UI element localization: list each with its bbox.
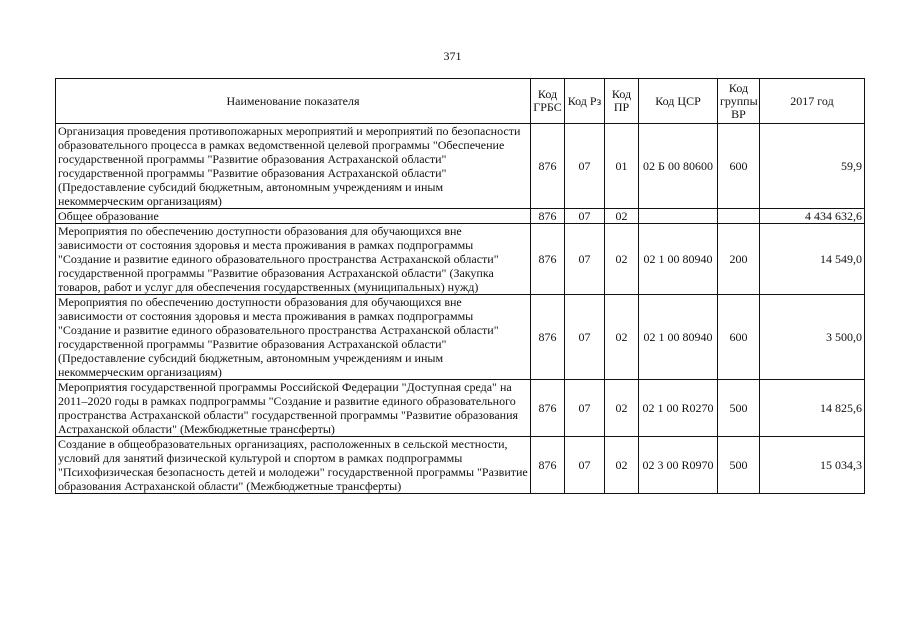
page-number: 371 [443, 49, 462, 63]
row-sum: 14 825,6 [760, 380, 865, 437]
header-year: 2017 год [760, 79, 865, 124]
row-csr: 02 Б 00 80600 [639, 124, 718, 209]
row-rz: 07 [565, 295, 605, 380]
header-csr: Код ЦСР [639, 79, 718, 124]
row-sum: 14 549,0 [760, 224, 865, 295]
header-vr: Код группы ВР [718, 79, 760, 124]
row-rz: 07 [565, 209, 605, 224]
table-row [56, 124, 865, 209]
row-vr: 500 [718, 380, 760, 437]
row-name: Мероприятия государственной программы Российской Федерации "Доступная среда" на 2011–2020 годы в рамках подпрограммы "Создание и развитие единого образовательного пространства Астраханской области" государственной программы "Развитие образования Астраханской области" (Межбюджетные трансферты) [56, 380, 531, 437]
row-csr: 02 1 00 R0270 [639, 380, 718, 437]
row-pr: 01 [605, 124, 639, 209]
header-pr: Код ПР [605, 79, 639, 124]
row-vr: 600 [718, 124, 760, 209]
row-pr: 02 [605, 224, 639, 295]
row-csr [639, 209, 718, 224]
row-grbs: 876 [531, 380, 565, 437]
row-name: Организация проведения противопожарных мероприятий и мероприятий по безопасности образовательного процесса в рамках ведомственной целевой программы "Обеспечение государственной программы "Развитие образования Астраханской области" государственной программы "Развитие образования Астраханской области" (Предоставление субсидий бюджетным, автономным учреждениям и иным некоммерческим организациям) [56, 124, 531, 209]
row-csr: 02 1 00 80940 [639, 224, 718, 295]
header-rz: Код Рз [565, 79, 605, 124]
row-vr: 600 [718, 295, 760, 380]
table-row [56, 380, 865, 437]
header-name: Наименование показателя [56, 79, 531, 124]
row-pr: 02 [605, 295, 639, 380]
row-name: Создание в общеобразовательных организациях, расположенных в сельской местности, условий для занятий физической культурой и спортом в рамках подпрограммы "Психофизическая безопасность детей и молодежи" государственной программы "Развитие образования Астраханской области" (Межбюджетные трансферты) [56, 437, 531, 494]
row-name: Мероприятия по обеспечению доступности образования для обучающихся вне зависимости от состояния здоровья и места проживания в рамках подпрограммы "Создание и развитие единого образовательного пространства Астраханской области" государственной программы "Развитие образования Астраханской области" (Предоставление субсидий бюджетным, автономным учреждениям и иным некоммерческим организациям) [56, 295, 531, 380]
row-sum: 15 034,3 [760, 437, 865, 494]
budget-table [55, 78, 865, 494]
row-name: Мероприятия по обеспечению доступности образования для обучающихся вне зависимости от состояния здоровья и места проживания в рамках подпрограммы "Создание и развитие единого образовательного пространства Астраханской области" государственной программы "Развитие образования Астраханской области" (Закупка товаров, работ и услуг для обеспечения государственных (муниципальных) нужд) [56, 224, 531, 295]
table-row [56, 209, 865, 224]
header-row [56, 79, 865, 124]
table-row [56, 224, 865, 295]
row-vr [718, 209, 760, 224]
table-row [56, 437, 865, 494]
row-pr: 02 [605, 437, 639, 494]
row-grbs: 876 [531, 124, 565, 209]
row-rz: 07 [565, 380, 605, 437]
row-sum: 59,9 [760, 124, 865, 209]
row-rz: 07 [565, 224, 605, 295]
row-rz: 07 [565, 437, 605, 494]
row-grbs: 876 [531, 437, 565, 494]
row-grbs: 876 [531, 224, 565, 295]
row-csr: 02 1 00 80940 [639, 295, 718, 380]
row-grbs: 876 [531, 295, 565, 380]
row-rz: 07 [565, 124, 605, 209]
table-row [56, 295, 865, 380]
row-sum: 3 500,0 [760, 295, 865, 380]
header-grbs: Код ГРБС [531, 79, 565, 124]
row-pr: 02 [605, 380, 639, 437]
row-vr: 500 [718, 437, 760, 494]
row-grbs: 876 [531, 209, 565, 224]
row-pr: 02 [605, 209, 639, 224]
row-name: Общее образование [56, 209, 531, 224]
row-vr: 200 [718, 224, 760, 295]
row-sum: 4 434 632,6 [760, 209, 865, 224]
row-csr: 02 3 00 R0970 [639, 437, 718, 494]
